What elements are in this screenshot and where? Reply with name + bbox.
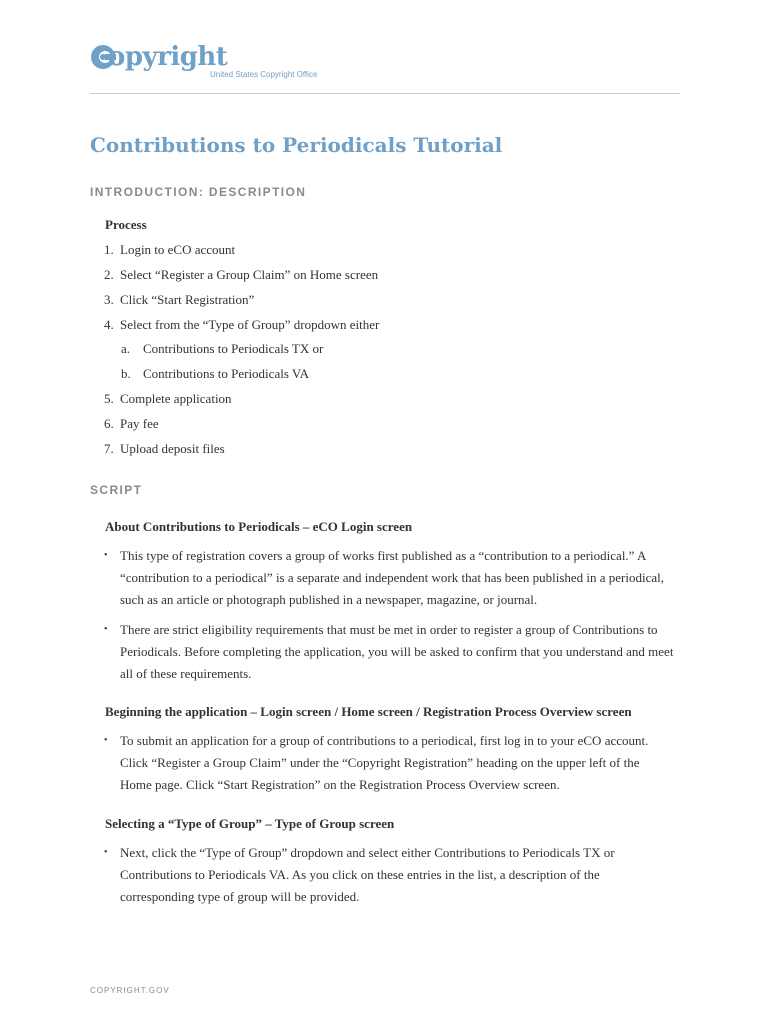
page-title: Contributions to Periodicals Tutorial	[90, 133, 503, 157]
bullet-icon: •	[104, 550, 108, 561]
script-heading: SCRIPT	[90, 483, 143, 497]
process-step: 5. Complete application	[104, 391, 232, 406]
introduction-heading: INTRODUCTION: DESCRIPTION	[90, 185, 307, 199]
bullet-item: • This type of registration covers a group of works first published as a “contribution to a periodical.” A “contribution to a periodical” is a separate and independent work that has been published in a periodical, such as an article or photograph published in a newspaper, magazine, or journal.	[104, 545, 674, 611]
process-label: Process	[105, 217, 147, 232]
script-section-title: Selecting a “Type of Group” – Type of Group screen	[105, 816, 395, 831]
logo-wordmark: opyright	[108, 42, 228, 72]
process-step: 1. Login to eCO account	[104, 242, 236, 257]
script-section-title: Beginning the application – Login screen / Home screen / Registration Process Overview screen	[105, 704, 632, 719]
copyright-office-logo	[90, 40, 340, 86]
process-substep: a. Contributions to Periodicals TX or	[121, 341, 324, 356]
header-divider	[90, 93, 680, 94]
bullet-item: • Next, click the “Type of Group” dropdown and select either Contributions to Periodicals TX or Contributions to Periodicals VA. As you click on these entries in the list, a description of the corresponding type of group will be provided.	[104, 842, 674, 908]
bullet-icon: •	[104, 735, 108, 746]
process-step: 3. Click “Start Registration”	[104, 292, 255, 307]
process-step: 2. Select “Register a Group Claim” on Home screen	[104, 267, 379, 282]
bullet-item: • There are strict eligibility requirements that must be met in order to register a group of Contributions to Periodicals. Before completing the application, you will be asked to confirm that you understand and meet all of these requirements.	[104, 619, 674, 685]
logo-subtitle: United States Copyright Office	[210, 70, 318, 79]
process-step: 4. Select from the “Type of Group” dropdown either	[104, 317, 380, 332]
bullet-item: • To submit an application for a group of contributions to a periodical, first log in to your eCO account. Click “Register a Group Claim” under the “Copyright Registration” heading on the upper left of the Home page. Click “Start Registration” on the Registration Process Overview screen.	[104, 730, 674, 796]
script-section-title: About Contributions to Periodicals – eCO Login screen	[105, 519, 413, 534]
bullet-icon: •	[104, 624, 108, 635]
bullet-icon: •	[104, 847, 108, 858]
process-step: 6. Pay fee	[104, 416, 159, 431]
process-step: 7. Upload deposit files	[104, 441, 225, 456]
footer-link[interactable]: COPYRIGHT.GOV	[90, 986, 170, 995]
process-substep: b. Contributions to Periodicals VA	[121, 366, 309, 381]
